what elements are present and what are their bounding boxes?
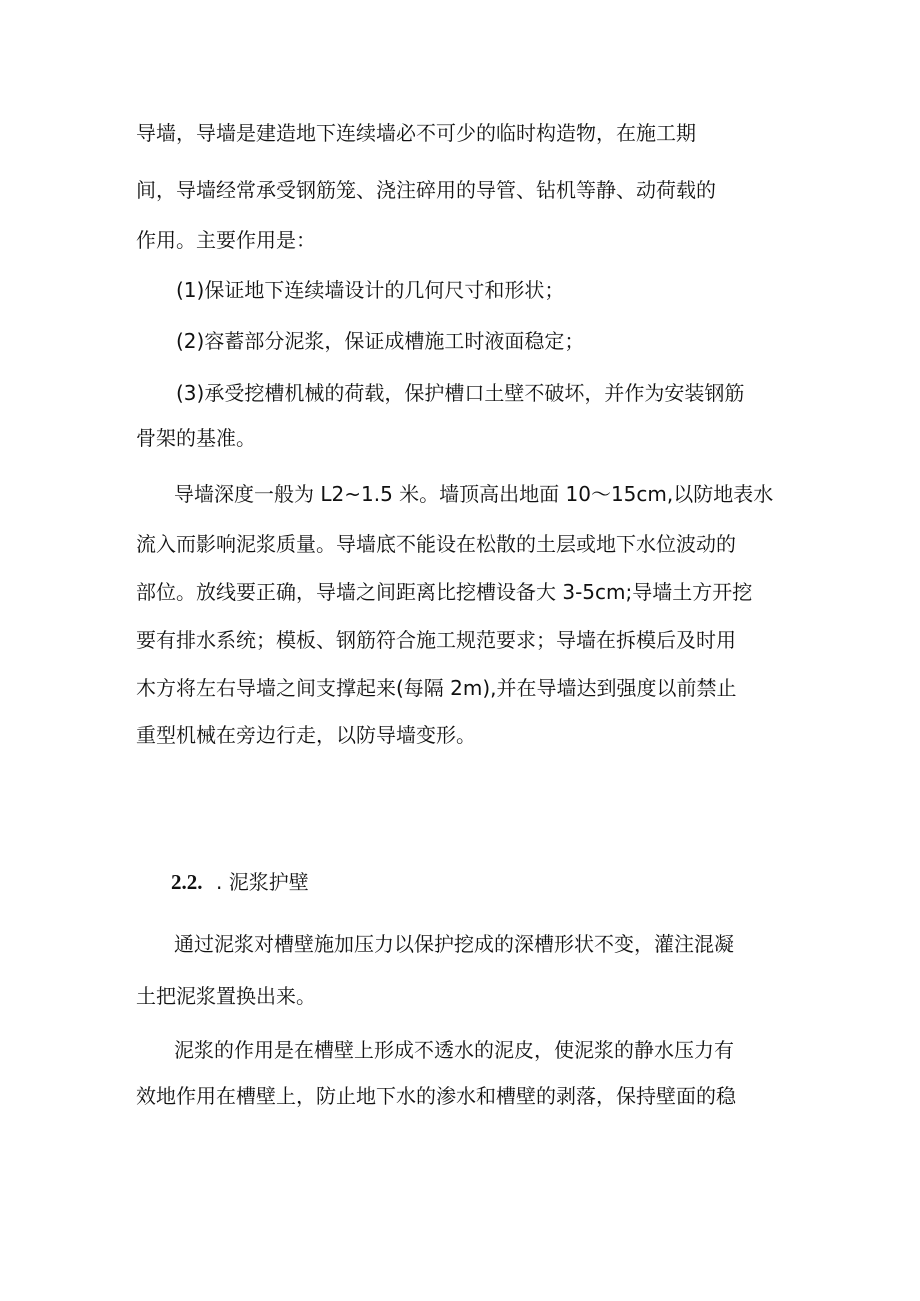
paragraph-2-line-2: 流入而影响泥浆质量。导墙底不能设在松散的土层或地下水位波动的: [136, 532, 736, 556]
paragraph-1-line-2: 间，导墙经常承受钢筋笼、浇注碎用的导管、钻机等静、动荷载的: [136, 178, 716, 202]
paragraph-3-line-2: 土把泥浆置换出来。: [136, 984, 316, 1008]
paragraph-4-line-1: 泥浆的作用是在槽壁上形成不透水的泥皮，使泥浆的静水压力有: [174, 1038, 734, 1062]
paragraph-2-line-6: 重型机械在旁边行走，以防导墙变形。: [136, 723, 476, 747]
list-item-3-line-2: 骨架的基准。: [136, 426, 256, 450]
section-number: 2.2.: [171, 870, 203, 894]
paragraph-1-line-1: 导墙，导墙是建造地下连续墙必不可少的临时构造物，在施工期: [136, 121, 696, 145]
paragraph-1-line-3: 作用。主要作用是：: [136, 228, 316, 252]
list-item-1: (1)保证地下连续墙设计的几何尺寸和形状；: [176, 278, 565, 302]
paragraph-2-line-3: 部位。放线要正确，导墙之间距离比挖槽设备大 3-5cm;导墙土方开挖: [136, 580, 753, 604]
paragraph-2-line-1: 导墙深度一般为 L2~1.5 米。墙顶高出地面 10～15cm,以防地表水: [174, 482, 774, 506]
section-title: . 泥浆护壁: [216, 870, 309, 894]
paragraph-4-line-2: 效地作用在槽壁上，防止地下水的渗水和槽壁的剥落，保持壁面的稳: [136, 1084, 736, 1108]
list-item-3-line-1: (3)承受挖槽机械的荷载，保护槽口土壁不破坏，并作为安装钢筋: [176, 381, 745, 405]
paragraph-2-line-5: 木方将左右导墙之间支撑起来(每隔 2m),并在导墙达到强度以前禁止: [136, 676, 737, 700]
list-item-2: (2)容蓄部分泥浆，保证成槽施工时液面稳定；: [176, 329, 585, 353]
paragraph-3-line-1: 通过泥浆对槽壁施加压力以保护挖成的深槽形状不变，灌注混凝: [174, 932, 734, 956]
paragraph-2-line-4: 要有排水系统；模板、钢筋符合施工规范要求；导墙在拆模后及时用: [136, 628, 736, 652]
